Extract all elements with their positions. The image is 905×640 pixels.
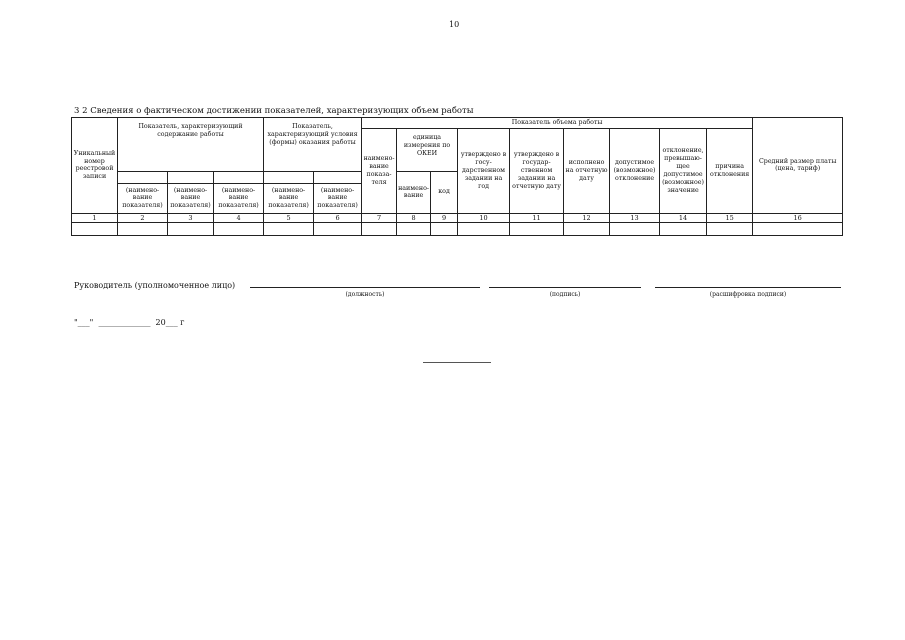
- header-okei-unit: единица измерения по ОКЕИ: [397, 128, 458, 171]
- end-divider: [423, 362, 491, 363]
- conditions-spacer-cell: [264, 171, 314, 183]
- content-indicator-name-3: (наимено-вание показателя): [214, 183, 264, 213]
- data-cell[interactable]: [610, 222, 660, 235]
- column-number: 1: [72, 213, 118, 222]
- content-spacer-cell: [168, 171, 214, 183]
- column-number: 13: [610, 213, 660, 222]
- volume-indicators-table: [71, 117, 843, 236]
- content-spacer-cell: [118, 171, 168, 183]
- data-cell[interactable]: [72, 222, 118, 235]
- column-number: 11: [510, 213, 564, 222]
- position-caption: (должность): [345, 291, 385, 298]
- signature-label: Руководитель (уполномоченное лицо): [74, 281, 236, 290]
- data-cell[interactable]: [458, 222, 510, 235]
- column-numbers-row: [72, 213, 843, 222]
- header-deviation-reason: причина отклонения: [707, 128, 753, 213]
- data-cell[interactable]: [753, 222, 843, 235]
- data-cell[interactable]: [660, 222, 707, 235]
- column-number: 2: [118, 213, 168, 222]
- empty-data-row: [72, 222, 843, 235]
- decoding-caption: (расшифровка подписи): [709, 291, 787, 298]
- column-number: 14: [660, 213, 707, 222]
- conditions-indicator-name-2: (наимено-вание показателя): [314, 183, 362, 213]
- position-line[interactable]: [250, 287, 480, 288]
- data-cell[interactable]: [314, 222, 362, 235]
- content-indicator-name-2: (наимено-вание показателя): [168, 183, 214, 213]
- header-allowed-deviation: допустимое (возможное) отклонение: [610, 128, 660, 213]
- header-indicator-name: наимено-вание показа-теля: [362, 128, 397, 213]
- page-number: 10: [449, 20, 460, 29]
- section-title: 3 2 Сведения о фактическом достижении показателей, характеризующих объем работы: [74, 106, 474, 116]
- header-approved-year: утверждено в госу-дарственном задании на год: [458, 128, 510, 213]
- header-content-indicator: Показатель, характеризующий содержание работы: [118, 118, 264, 172]
- header-okei-name: наимено-вание: [397, 171, 431, 213]
- column-number: 6: [314, 213, 362, 222]
- data-cell[interactable]: [707, 222, 753, 235]
- column-number: 10: [458, 213, 510, 222]
- header-executed: исполнено на отчетную дату: [564, 128, 610, 213]
- column-number: 7: [362, 213, 397, 222]
- header-okei-code: код: [431, 171, 458, 213]
- header-volume-indicator: Показатель объема работы: [362, 118, 753, 129]
- header-approved-date: утверждено в государ-ственном задании на отчетную дату: [510, 128, 564, 213]
- conditions-spacer-cell: [314, 171, 362, 183]
- data-cell[interactable]: [264, 222, 314, 235]
- column-number: 15: [707, 213, 753, 222]
- signature-caption: (подпись): [549, 291, 581, 298]
- data-cell[interactable]: [118, 222, 168, 235]
- data-cell[interactable]: [564, 222, 610, 235]
- column-number: 3: [168, 213, 214, 222]
- data-cell[interactable]: [431, 222, 458, 235]
- header-exceeding-deviation: отклонение, превышаю-щее допустимое (возможное) значение: [660, 128, 707, 213]
- column-number: 16: [753, 213, 843, 222]
- data-cell[interactable]: [510, 222, 564, 235]
- data-cell[interactable]: [168, 222, 214, 235]
- data-cell[interactable]: [397, 222, 431, 235]
- decoding-line[interactable]: [655, 287, 841, 288]
- column-number: 4: [214, 213, 264, 222]
- conditions-indicator-name-1: (наимено-вание показателя): [264, 183, 314, 213]
- data-cell[interactable]: [214, 222, 264, 235]
- header-unique-number: Уникальный номер реестровой записи: [72, 118, 118, 214]
- column-number: 8: [397, 213, 431, 222]
- header-conditions-indicator: Показатель, характеризующий условия (формы) оказания работы: [264, 118, 362, 172]
- header-row-1: [72, 118, 843, 129]
- header-average-fee: Средний размер платы (цена, тариф): [753, 118, 843, 214]
- date-line[interactable]: "___" _____________ 20___ г: [74, 318, 185, 327]
- data-cell[interactable]: [362, 222, 397, 235]
- column-number: 9: [431, 213, 458, 222]
- column-number: 12: [564, 213, 610, 222]
- content-spacer-cell: [214, 171, 264, 183]
- signature-line[interactable]: [489, 287, 641, 288]
- content-indicator-name-1: (наимено-вание показателя): [118, 183, 168, 213]
- column-number: 5: [264, 213, 314, 222]
